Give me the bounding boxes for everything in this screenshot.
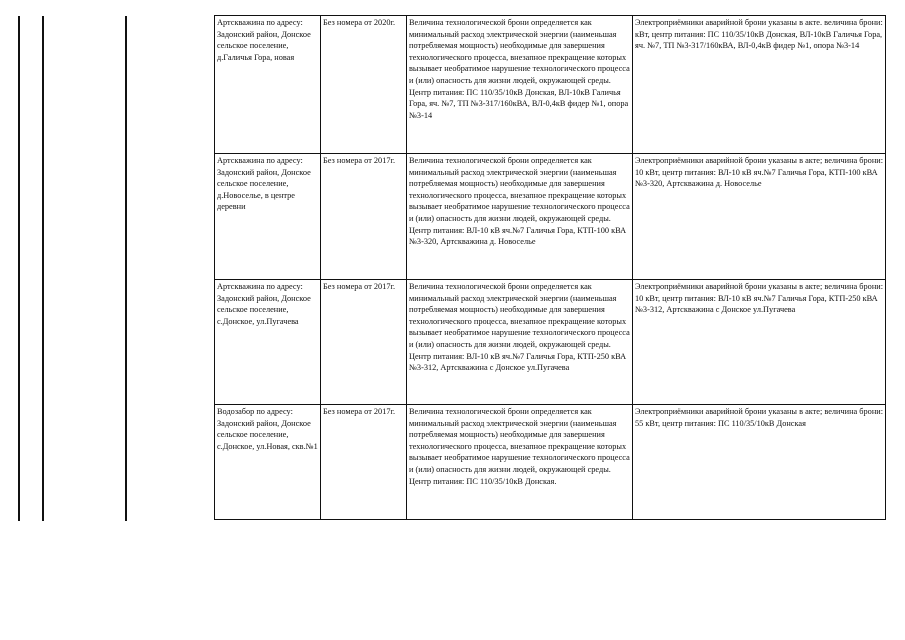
table-row [215,280,886,405]
left-column-border-3 [125,16,127,521]
description-cell: Величина технологической брони определяется как минимальный расход электрической энергии (наименьшая потребляемая мощность) необходимые для завершения технологического процесса, внезапное прекращение которых вызывает необратимое нарушение технологического процесса и (или) опасность для жизни людей, окружающей среды. Центр питания: ПС 110/35/10кВ Донская. [407,405,633,520]
receivers-cell: Электроприёмники аварийной брони указаны в акте; величина брони: 10 кВт, центр питания: ВЛ-10 кВ яч.№7 Галичья Гора, КТП-100 кВА №3-320, Артскважина д. Новоселье [633,154,886,280]
description-cell: Величина технологической брони определяется как минимальный расход электрической энергии (наименьшая потребляемая мощность) необходимые для завершения технологического процесса, внезапное прекращение которых вызывает необратимое нарушение технологического процесса и (или) опасность для жизни людей, окружающей среды. Центр питания: ПС 110/35/10кВ Донская, ВЛ-10кВ Галичья Гора, яч. №7, ТП №3-317/160кВА, ВЛ-0,4кВ фидер №1, опора №3-14 [407,16,633,154]
table-row [215,405,886,520]
receivers-cell: Электроприёмники аварийной брони указаны в акте; величина брони: 10 кВт, центр питания: ВЛ-10 кВ яч.№7 Галичья Гора, КТП-250 кВА №3-312, Артскважина с Донское ул.Пугачева [633,280,886,405]
left-column-border-1 [18,16,20,521]
object-cell: Артскважина по адресу: Задонский район, Донское сельское поселение, д.Галичья Гора, новая [215,16,321,154]
act-cell: Без номера от 2017г. [321,405,407,520]
act-cell: Без номера от 2017г. [321,154,407,280]
left-column-border-2 [42,16,44,521]
object-cell: Артскважина по адресу: Задонский район, Донское сельское поселение, д.Новоселье, в центре деревни [215,154,321,280]
act-cell: Без номера от 2020г. [321,16,407,154]
object-cell: Артскважина по адресу: Задонский район, Донское сельское поселение, с.Донское, ул.Пугачева [215,280,321,405]
receivers-cell: Электроприёмники аварийной брони указаны в акте; величина брони: 55 кВт, центр питания: ПС 110/35/10кВ Донская [633,405,886,520]
table-row [215,16,886,154]
object-cell: Водозабор по адресу: Задонский район, Донское сельское поселение, с.Донское, ул.Новая, скв.№1 [215,405,321,520]
description-cell: Величина технологической брони определяется как минимальный расход электрической энергии (наименьшая потребляемая мощность) необходимые для завершения технологического процесса, внезапное прекращение которых вызывает необратимое нарушение технологического процесса и (или) опасность для жизни людей, окружающей среды. Центр питания: ВЛ-10 кВ яч.№7 Галичья Гора, КТП-100 кВА №3-320, Артскважина д. Новоселье [407,154,633,280]
receivers-cell: Электроприёмники аварийной брони указаны в акте. величина брони: кВт, центр питания: ПС 110/35/10кВ Донская, ВЛ-10кВ Галичья Гора, яч. №7, ТП №3-317/160кВА, ВЛ-0,4кВ фидер №1, опора №3-14 [633,16,886,154]
description-cell: Величина технологической брони определяется как минимальный расход электрической энергии (наименьшая потребляемая мощность) необходимые для завершения технологического процесса, внезапное прекращение которых вызывает необратимое нарушение технологического процесса и (или) опасность для жизни людей, окружающей среды. Центр питания: ВЛ-10 кВ яч.№7 Галичья Гора, КТП-250 кВА №3-312, Артскважина с Донское ул.Пугачева [407,280,633,405]
emergency-reserve-table [214,15,886,520]
table-row [215,154,886,280]
act-cell: Без номера от 2017г. [321,280,407,405]
